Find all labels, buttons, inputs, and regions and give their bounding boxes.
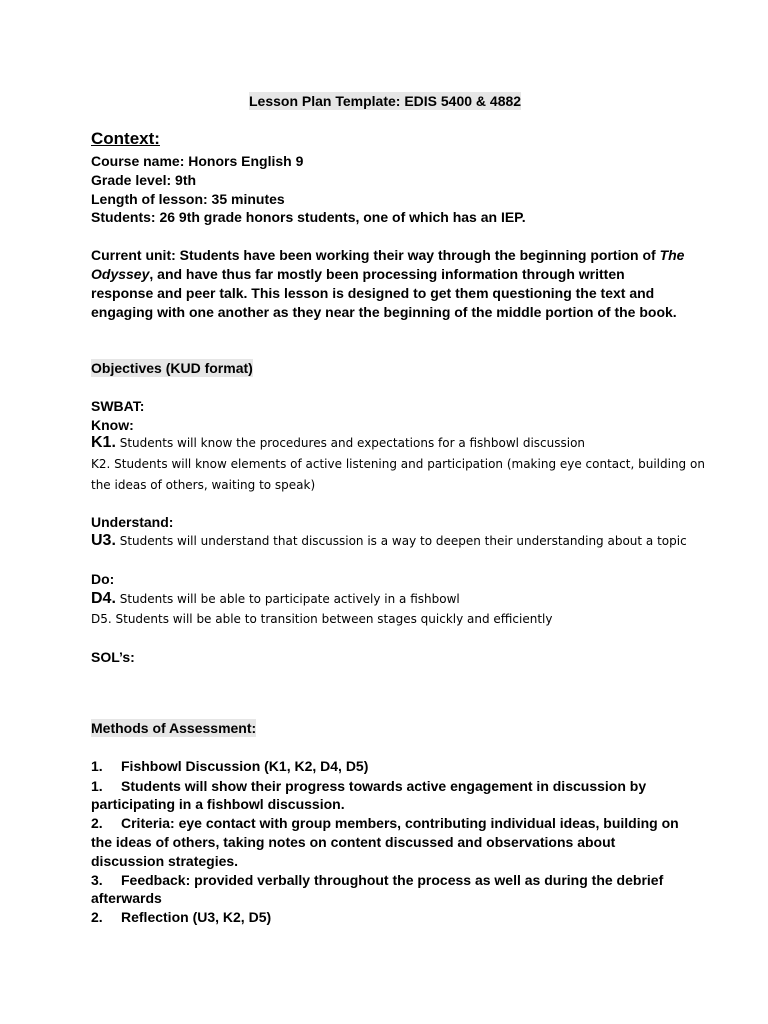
current-unit-text: Current unit: Students have been working their way through the beginning portion of bbox=[91, 247, 660, 263]
item-number: 1. bbox=[91, 758, 103, 774]
objective-d4 bbox=[91, 589, 460, 608]
assessment-heading: Methods of Assessment: bbox=[91, 720, 257, 736]
u3-text: Students will understand that discussion is a way to deepen their understanding about a topic bbox=[115, 534, 687, 548]
current-unit-line-3: response and peer talk. This lesson is designed to get them questioning the text and bbox=[91, 285, 655, 301]
assessment-item bbox=[91, 908, 271, 926]
document-title: Lesson Plan Template: EDIS 5400 & 4882 bbox=[249, 93, 522, 109]
course-name: Course name: Honors English 9 bbox=[91, 153, 304, 169]
book-title-part-2: Odyssey bbox=[91, 266, 150, 282]
assessment-item bbox=[91, 814, 679, 832]
objectives-heading: Objectives (KUD format) bbox=[91, 360, 253, 376]
do-label: Do: bbox=[91, 571, 115, 587]
context-heading: Context: bbox=[91, 129, 160, 148]
item-number: 3. bbox=[91, 872, 103, 888]
d4-label: D4. bbox=[91, 590, 116, 607]
objective-d5: D5. Students will be able to transition between stages quickly and efficiently bbox=[91, 612, 553, 626]
d4-text: Students will be able to participate actively in a fishbowl bbox=[115, 592, 460, 606]
assessment-item-continuation: participating in a fishbowl discussion. bbox=[91, 796, 345, 812]
grade-level: Grade level: 9th bbox=[91, 172, 197, 188]
assessment-item bbox=[91, 757, 368, 775]
current-unit-line-4: engaging with one another as they near the beginning of the middle portion of the book. bbox=[91, 304, 677, 320]
assessment-item bbox=[91, 871, 663, 889]
k1-label: K1. bbox=[91, 434, 116, 451]
item-text: Reflection (U3, K2, D5) bbox=[121, 909, 272, 925]
know-label: Know: bbox=[91, 417, 134, 433]
item-text: Students will show their progress towards active engagement in discussion by bbox=[121, 778, 647, 794]
current-unit-line-1 bbox=[91, 246, 684, 264]
assessment-item-continuation: discussion strategies. bbox=[91, 853, 239, 869]
objective-k2-line-1: K2. Students will know elements of active listening and participation (making eye contact, building on bbox=[91, 457, 705, 471]
assessment-item bbox=[91, 777, 646, 795]
objective-k1 bbox=[91, 433, 585, 452]
swbat-label: SWBAT: bbox=[91, 398, 145, 414]
item-text: Criteria: eye contact with group members, contributing individual ideas, building on bbox=[121, 815, 679, 831]
current-unit-text: , and have thus far mostly been processing information through written bbox=[149, 266, 625, 282]
item-number: 1. bbox=[91, 778, 103, 794]
students-info: Students: 26 9th grade honors students, one of which has an IEP. bbox=[91, 209, 526, 225]
current-unit-line-2 bbox=[91, 265, 625, 283]
k1-text: Students will know the procedures and expectations for a fishbowl discussion bbox=[115, 436, 586, 450]
sols-label: SOL’s: bbox=[91, 649, 135, 665]
item-number: 2. bbox=[91, 815, 103, 831]
item-number: 2. bbox=[91, 909, 103, 925]
objective-u3 bbox=[91, 531, 687, 550]
book-title-part-1: The bbox=[659, 247, 685, 263]
u3-label: U3. bbox=[91, 532, 116, 549]
assessment-item-continuation: the ideas of others, taking notes on content discussed and observations about bbox=[91, 834, 616, 850]
item-text: Feedback: provided verbally throughout the process as well as during the debrief bbox=[121, 872, 664, 888]
assessment-item-continuation: afterwards bbox=[91, 890, 162, 906]
lesson-length: Length of lesson: 35 minutes bbox=[91, 191, 285, 207]
item-text: Fishbowl Discussion (K1, K2, D4, D5) bbox=[121, 758, 369, 774]
understand-label: Understand: bbox=[91, 514, 174, 530]
objective-k2-line-2: the ideas of others, waiting to speak) bbox=[91, 478, 316, 492]
